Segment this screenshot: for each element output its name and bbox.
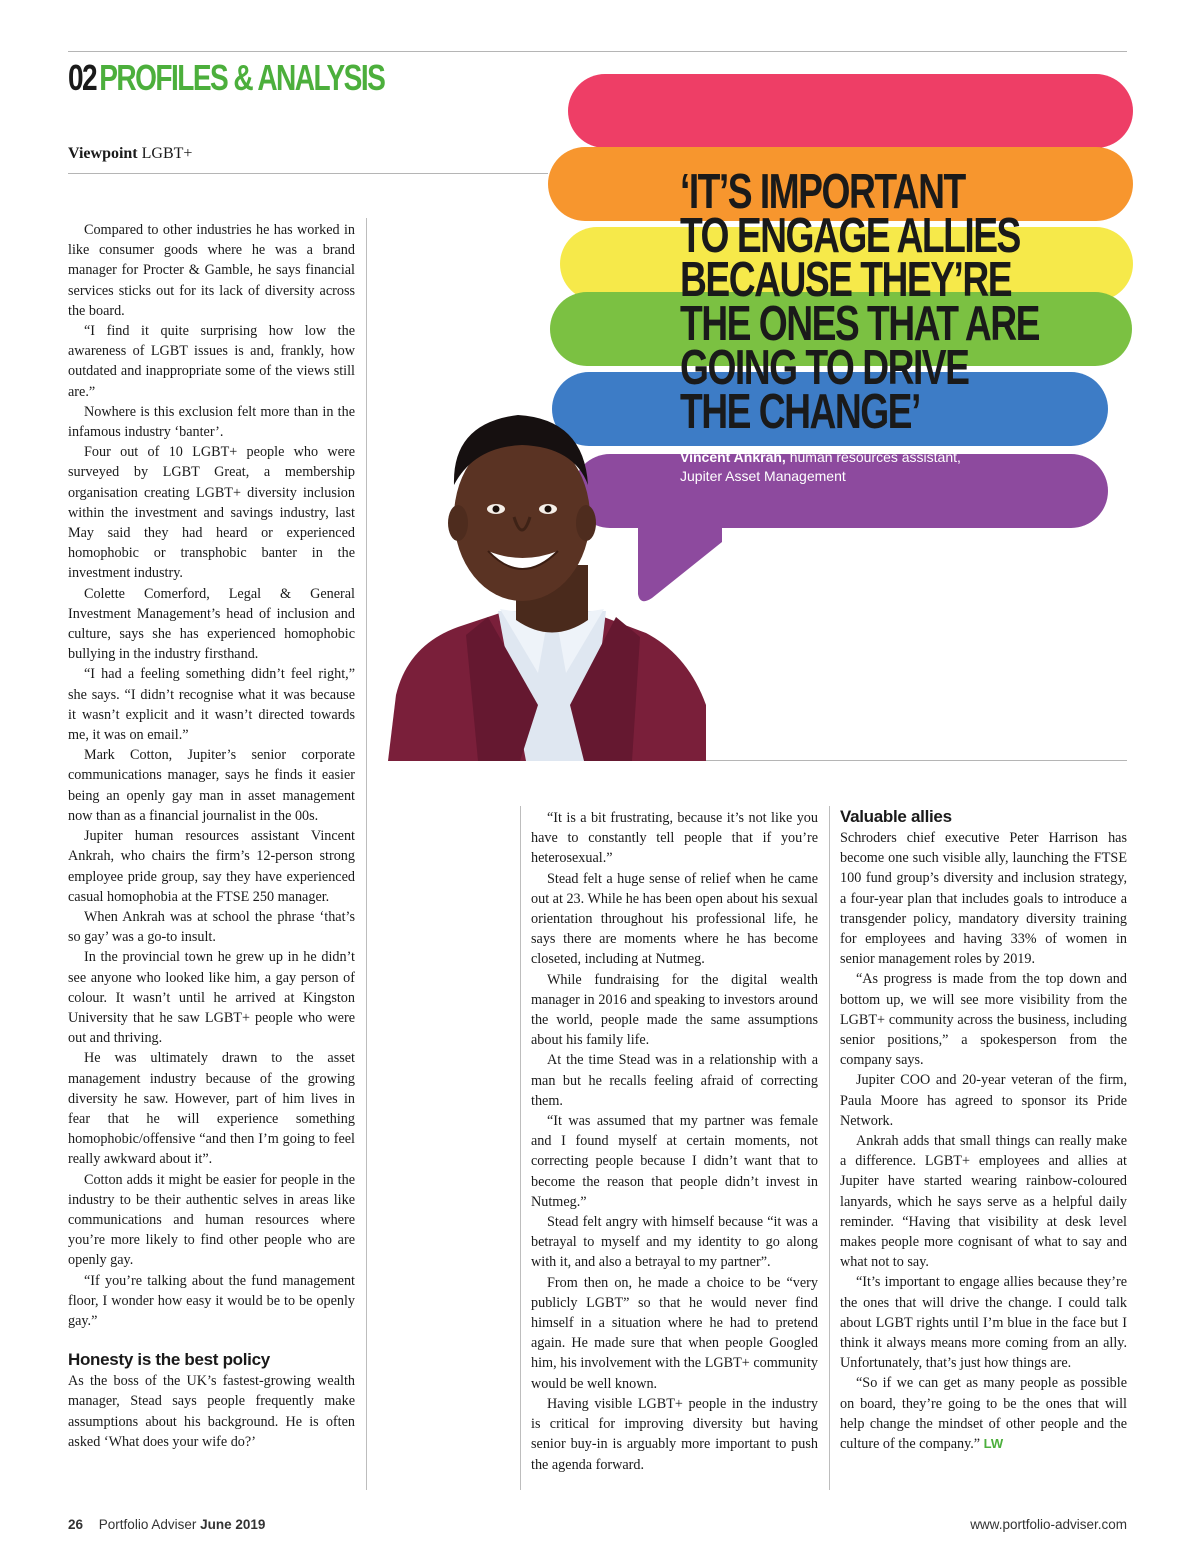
paragraph: Mark Cotton, Jupiter’s senior corporate communications manager, says he finds it easier being an openly gay man in asset management now than as a financial journalist in the 00s. (68, 747, 355, 824)
pull-quote-line: ‘IT’S IMPORTANT (680, 165, 965, 219)
viewpoint-word: Viewpoint (68, 145, 138, 162)
paragraph: At the time Stead was in a relationship with a man but he recalls feeling afraid of correcting them. (531, 1052, 818, 1109)
paragraph: “It was assumed that my partner was female and I found myself at certain moments, not correcting people because I didn’t want that to become the reason that people didn’t invest in Nutmeg.” (531, 1113, 818, 1210)
paragraph: “I find it quite surprising how low the awareness of LGBT issues is and, frankly, how outdated and inappropriate some of the views still are.” (68, 323, 355, 400)
paragraph: “It’s important to engage allies because they’re the ones that will drive the change. I could talk about LGBT rights until I’m blue in the face but I think it always means more coming from an ally. Unfortunately, that’s just how things are. (840, 1274, 1127, 1372)
attribution-role: human resources assistant, (789, 449, 961, 465)
paragraph: Colette Comerford, Legal & General Investment Management’s head of inclusion and culture, says she has experienced homophobic bullying in the industry firsthand. (68, 585, 355, 663)
pull-quote-line: TO ENGAGE ALLIES (680, 209, 1020, 263)
viewpoint-topic: LGBT+ (141, 145, 193, 162)
paragraph: “I had a feeling something didn’t feel right,” she says. “I didn’t recognise what it was because it wasn’t explicit and it wasn’t directed towards me, it was on email.” (68, 666, 355, 744)
pull-quote-line: GOING TO DRIVE (680, 341, 969, 395)
viewpoint-label (68, 144, 192, 164)
paragraph (840, 1373, 1127, 1454)
paragraph: Having visible LGBT+ people in the industry is critical for improving diversity but having senior buy-in is arguably more important to push the agenda forward. (531, 1395, 818, 1473)
column-divider-3 (829, 806, 830, 1490)
article-column-2 (531, 808, 818, 1475)
paragraph: “As progress is made from the top down and bottom up, we will see more visibility from the LGBT+ community across the business, including senior positions,” a spokesperson from the company says. (840, 971, 1127, 1069)
page-number: 26 (68, 1517, 84, 1532)
paragraph: In the provincial town he grew up in he didn’t see anyone who looked like him, a gay person of colour. It wasn’t until he arrived at Kingston University that he saw LGBT+ people who were out and thriving. (68, 949, 355, 1047)
paragraph: Nowhere is this exclusion felt more than in the infamous industry ‘banter’. (68, 403, 355, 441)
paragraph: Jupiter COO and 20-year veteran of the firm, Paula Moore has agreed to sponsor its Pride Network. (840, 1072, 1127, 1129)
viewpoint-rule (68, 173, 548, 174)
paragraph: Compared to other industries he has worked in like consumer goods where he was a brand manager for Procter & Gamble, he says financial services sticks out for its lack of diversity across the board. (68, 222, 355, 319)
attribution-name: Vincent Ankrah, (680, 449, 786, 465)
column-divider-2 (520, 806, 521, 1490)
author-signoff: LW (983, 1436, 1004, 1452)
publication-name: Portfolio Adviser (98, 1517, 197, 1532)
top-rule (68, 51, 1127, 52)
paragraph: Four out of 10 LGBT+ people who were surveyed by LGBT Great, a membership organisation creating LGBT+ diversity inclusion within the investment and savings industry, last May said they had heard or experienced homophobic or transphobic banter in the investment industry. (68, 444, 355, 582)
paragraph: Ankrah adds that small things can really make a difference. LGBT+ employees and allies at Jupiter have started wearing rainbow-coloured lanyards, which he says serve as a helpful daily reminder. “Having that visibility at desk level makes people more cognisant of what to say and what not to say. (840, 1133, 1127, 1271)
pull-quote-line: THE ONES THAT ARE (680, 297, 1039, 351)
paragraph: He was ultimately drawn to the asset management industry because of the growing diversity he saw. However, part of him lives in fear that he will experience something homophobic/offensive “and then I’m going to feel really awkward about it”. (68, 1050, 355, 1168)
subheading-valuable-allies: Valuable allies (840, 807, 952, 826)
section-name: PROFILES & ANALYSIS (99, 57, 385, 98)
column-divider-1 (366, 218, 367, 1490)
issue-date: June 2019 (200, 1517, 266, 1532)
paragraph: While fundraising for the digital wealth manager in 2016 and speaking to investors around the world, people made the same assumptions about his family life. (531, 971, 818, 1049)
article-column-1 (68, 220, 355, 1452)
section-number: 02 (68, 57, 97, 98)
pull-quote-line: BECAUSE THEY’RE (680, 253, 1012, 307)
section-heading (68, 58, 384, 98)
portrait-illustration (388, 405, 706, 761)
pull-quote (680, 165, 1039, 439)
paragraph: Stead felt angry with himself because “it was a betrayal to myself and my identity to go along with it, and also a betrayal to my partner”. (531, 1214, 818, 1271)
website-link[interactable]: www.portfolio-adviser.com (970, 1517, 1127, 1532)
paragraph: “It is a bit frustrating, because it’s not like you have to constantly tell people that if you’re heterosexual.” (531, 810, 818, 867)
pull-quote-line: THE CHANGE’ (680, 385, 920, 439)
attribution-company: Jupiter Asset Management (680, 468, 846, 484)
pull-quote-attribution (680, 448, 961, 486)
paragraph-text: “So if we can get as many people as possible on board, they’re going to be the ones that will help change the mindset of other people and the culture of the company.” (840, 1375, 1127, 1453)
paragraph: Cotton adds it might be easier for people in the industry to be their authentic selves in areas like communications and human resources where you’re more likely to find other people who are openly gay. (68, 1171, 355, 1269)
footer-left (68, 1517, 265, 1532)
paragraph: Stead felt a huge sense of relief when he came out at 23. While he has been open about his sexual orientation throughout his professional life, he says there are moments where he has become closeted, including at Nutmeg. (531, 870, 818, 968)
paragraph: “If you’re talking about the fund management floor, I wonder how easy it would be to be openly gay.” (68, 1272, 355, 1329)
paragraph: Schroders chief executive Peter Harrison has become one such visible ally, launching the FTSE 100 fund group’s diversity and inclusion strategy, a four-year plan that includes goals to introduce a transgender policy, mandatory diversity training for employees and having 33% of women in senior management roles by 2019. (840, 830, 1127, 968)
paragraph: Jupiter human resources assistant Vincent Ankrah, who chairs the firm’s 12-person strong employee pride group, say they have experienced casual homophobia at the FTSE 250 manager. (68, 828, 355, 905)
subheading-honesty: Honesty is the best policy (68, 1350, 270, 1370)
photo-baseline-rule (706, 760, 1127, 761)
bubble-stripe-red (568, 74, 1133, 148)
paragraph: From then on, he made a choice to be “very publicly LGBT” so that he would never find himself in a situation where he had to pretend again. He made sure that when people Googled him, his involvement with the LGBT+ community would be well known. (531, 1274, 818, 1392)
article-column-3 (840, 806, 1127, 1454)
paragraph: When Ankrah was at school the phrase ‘that’s so gay’ was a go-to insult. (68, 908, 355, 946)
paragraph: As the boss of the UK’s fastest-growing wealth manager, Stead says people frequently make assumptions about his background. He is often asked ‘What does your wife do?’ (68, 1373, 355, 1450)
portrait-photo (388, 405, 706, 761)
